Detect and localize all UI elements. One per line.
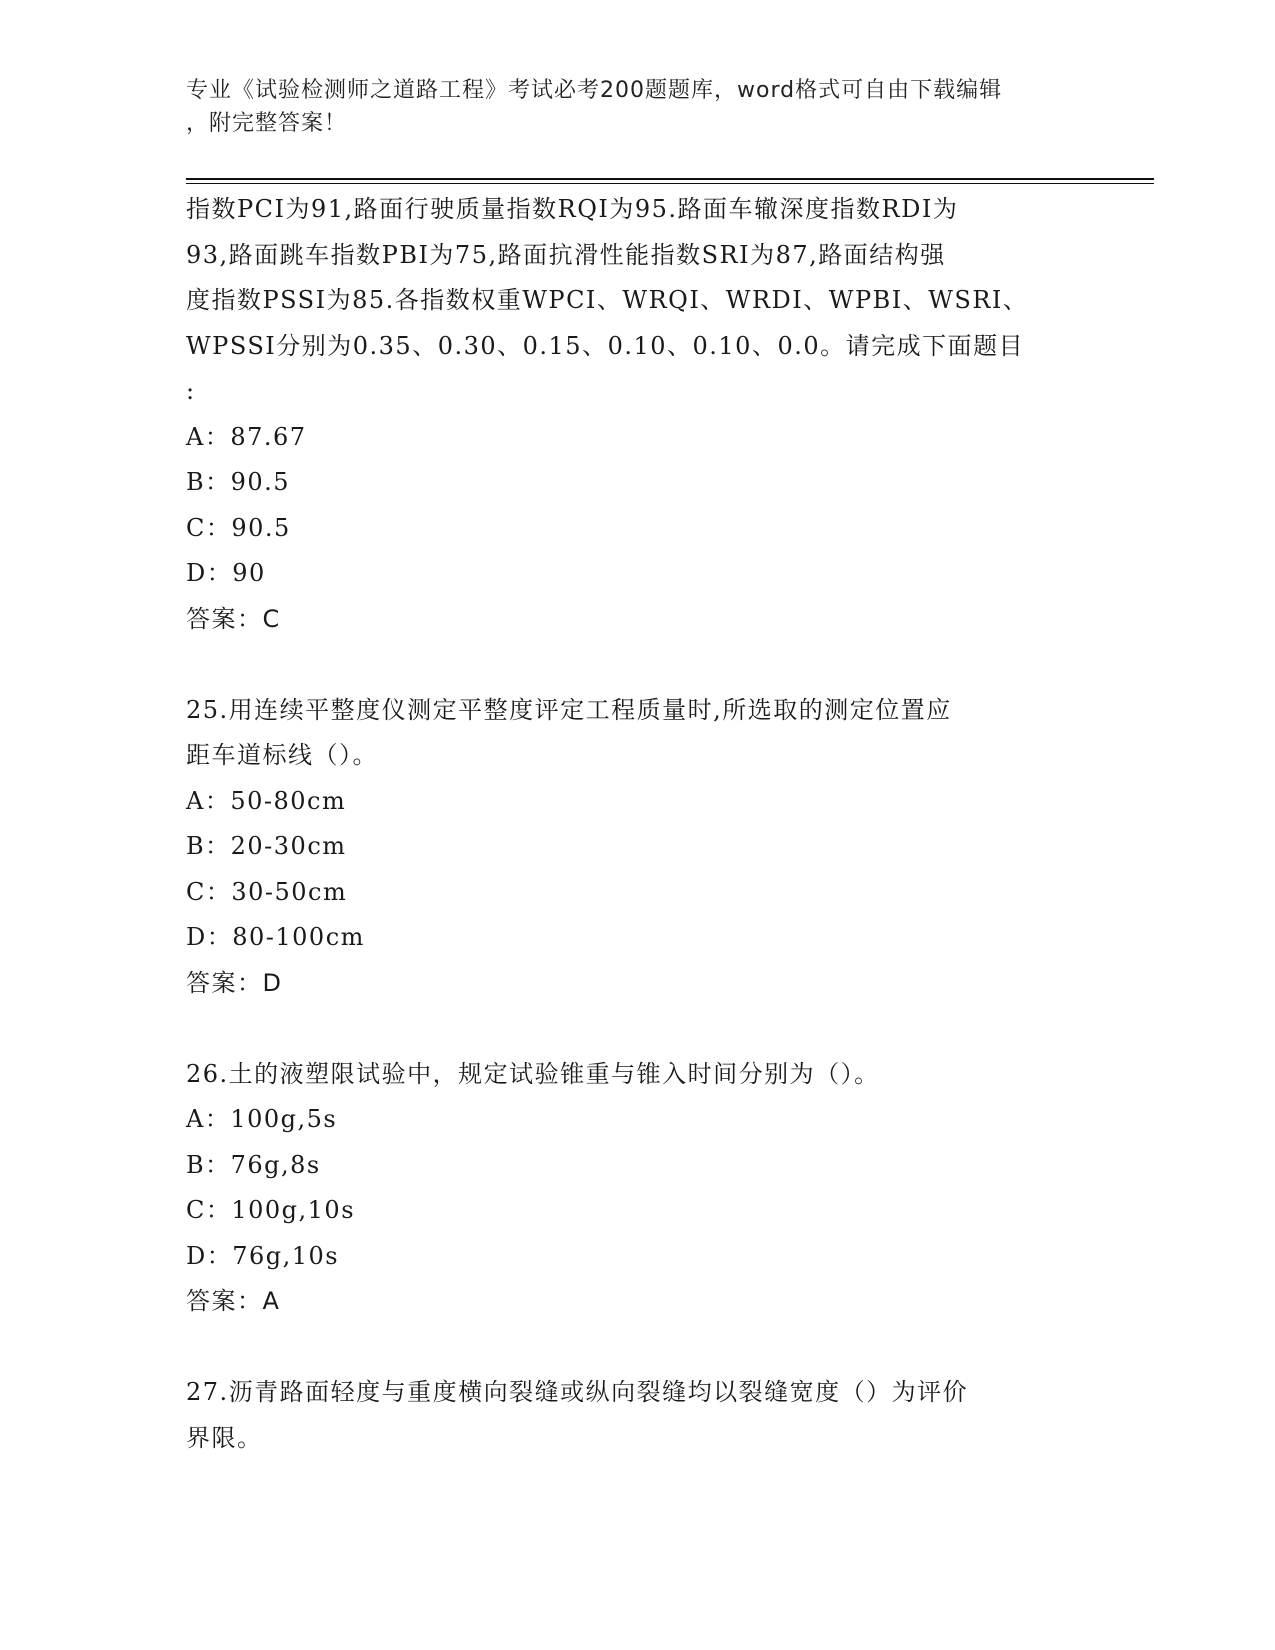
question-text-line: 距车道标线（）。 [186, 741, 378, 769]
spacer [186, 1006, 1086, 1052]
question-27 [186, 1370, 1086, 1461]
option-c: C：30-50cm [186, 877, 348, 906]
question-text-line: 指数PCI为91,路面行驶质量指数RQI为95.路面车辙深度指数RDI为 [186, 195, 959, 223]
question-text-line: 25.用连续平整度仪测定平整度评定工程质量时,所选取的测定位置应 [186, 695, 952, 724]
header-divider-thin [186, 183, 1154, 184]
option-a: A：50-80cm [186, 786, 347, 815]
option-b: B：90.5 [186, 468, 291, 496]
header-line-1: 专业《试验检测师之道路工程》考试必考200题题库，word格式可自由下载编辑 [186, 78, 1003, 103]
question-text-line: 度指数PSSI为85.各指数权重WPCI、WRQI、WRDI、WPBI、WSRI、 [186, 286, 1029, 314]
answer-line: 答案：D [186, 968, 283, 997]
option-b: B：76g,8s [186, 1150, 321, 1179]
question-26 [186, 1052, 1086, 1325]
spacer [186, 642, 1086, 688]
answer-line: 答案：C [186, 604, 281, 633]
header-divider-thick [186, 178, 1154, 180]
question-text-line: WPSSI分别为0.35、0.30、0.15、0.10、0.10、0.0。请完成下面题目 [186, 331, 1025, 360]
question-text-line: : [186, 377, 196, 405]
option-a: A：100g,5s [186, 1105, 338, 1133]
document-header [186, 74, 1066, 140]
question-text-line: 26.土的液塑限试验中，规定试验锥重与锥入时间分别为（）。 [186, 1059, 880, 1088]
question-content [186, 187, 1086, 1461]
question-text-line: 93,路面跳车指数PBI为75,路面抗滑性能指数SRI为87,路面结构强 [186, 240, 946, 269]
option-d: D：76g,10s [186, 1241, 340, 1270]
option-c: C：100g,10s [186, 1196, 356, 1224]
header-line-2: ，附完整答案！ [186, 111, 348, 136]
option-d: D：80-100cm [186, 923, 365, 951]
question-text-line: 27.沥青路面轻度与重度横向裂缝或纵向裂缝均以裂缝宽度（）为评价 [186, 1378, 969, 1406]
spacer [186, 1325, 1086, 1371]
option-a: A：87.67 [186, 422, 307, 451]
question-24 [186, 187, 1086, 642]
question-25 [186, 688, 1086, 1007]
option-d: D：90 [186, 559, 266, 587]
option-c: C：90.5 [186, 513, 291, 542]
option-b: B：20-30cm [186, 832, 347, 860]
answer-line: 答案：A [186, 1287, 281, 1315]
question-text-line: 界限。 [186, 1423, 263, 1452]
